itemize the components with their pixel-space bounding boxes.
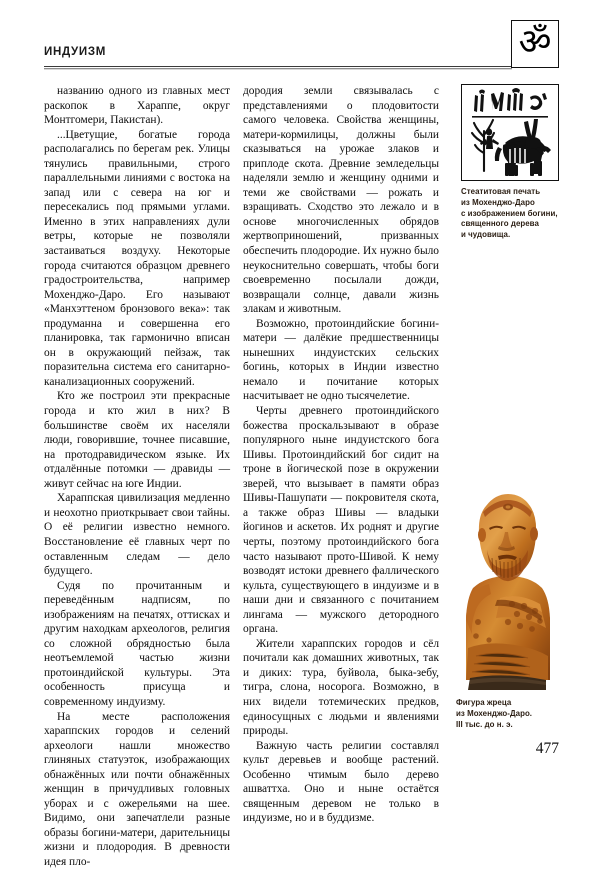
caption-line: из Мохенджо-Даро	[461, 197, 535, 207]
caption-line: священного дерева	[461, 219, 539, 229]
om-symbol-box	[511, 20, 559, 68]
caption-line: с изображением богини,	[461, 208, 558, 218]
figure-caption-statue	[456, 698, 560, 730]
paragraph: ...Цветущие, богатые города располагались по берегам рек. Улицы тянулись правильными, строго параллельными линиями с востока на запад или с севера на юг и пересекались под прямыми углами. Именно в этих направлениях дули ветры, которые не позволяли застаиваться воздуху. Некоторые города считаются образцом древнего градостроительства, например Мохенджо-Даро. Его называют «Манхэттеном бронзового века»: так продуманна и совершенна его планировка, так гармонично вписан он в окружающий пейзаж, так поразительна система его санитарно-канализационных сооружений.	[44, 128, 230, 388]
figure-priest-statue	[456, 480, 560, 730]
header-rule	[44, 66, 512, 70]
figure-caption-seal	[461, 187, 559, 241]
om-symbol-icon: ॐ	[518, 22, 552, 63]
paragraph: Важную часть религии составлял культ деревьев и вообще растений. Особенно чтимым было дерево ашваттха. Оно и ныне остаётся священным деревом не только в индуизме, но и в буддизме.	[243, 739, 439, 825]
caption-line: и чудовища.	[461, 230, 511, 240]
paragraph: Кто же построил эти прекрасные города и кто жил в них? В большинстве своём их населяли люди, говорившие, точнее писавшие, на протодравидическом языке. Их отдалённые потомки — дравиды — живут сейчас на юге Индии.	[44, 390, 230, 490]
paragraph: Черты древнего протоиндийского божества проскальзывают в образе популярного ныне индуистского бога Шивы. Протоиндийский бог сидит на троне в йогической позе в окружении зверей, что вызывает в памяти образ Шивы-Пашупати — покровителя скота, а также образ Шивы — владыки йогинов и аскетов. Их роднят и другие черты, поэтому протоиндийского бога часто называют прото-Шивой. К нему возводят истоки древнего фаллического культа, существующего в индуизме и в наши дни и связанного с почитанием лингама — мужского детородного органа.	[243, 405, 439, 636]
paragraph: На месте расположения хараппских городов и селений археологи нашли множество глиняных статуэток, изображающих обнажённых или почти обнажённых женщин в причудливых головных уборах и с ожерельями на шее. Видимо, они запечатлели разные образы богини-матери, дарительницы жизни и плодородия. В древности идея пло-	[44, 710, 230, 868]
caption-line: из Мохенджо-Даро.	[456, 708, 533, 718]
page-header	[44, 46, 556, 76]
text-column-middle	[243, 84, 439, 826]
seal-illustration-icon	[461, 84, 559, 181]
paragraph: Судя по прочитанным и переведённым надписям, по изображениям на печатях, оттисках и другим находкам археологов, религия со сложной обрядностью была неотъемлемой частью жизни протоиндийской культуры. Эта особенность присуща и современному индуизму.	[44, 579, 230, 708]
paragraph: дородия земли связывалась с представлениями о плодовитости самого человека. Свойства женщины, матери-кормилицы, должны были сказываться на урожае злаков и приплоде скота. Древние земледельцы наделяли землю и женщину одними и теми же свойствами — рожать и взращивать. Сходство это лежало и в основе многочисленных обрядов жертвоприношений, призванных обеспечить плодородие. Их нужно было неукоснительно совершать, чтобы боги своевременно посылали дожди, возвращали солнце, давали жизнь злакам и животным.	[243, 85, 439, 316]
paragraph: Возможно, протоиндийские богини-матери — далёкие предшественницы нынешних индуистских сельских богинь, которых в Индии известно немало и почитание которых насчитывает не одно тысячелетие.	[243, 317, 439, 403]
running-title: ИНДУИЗМ	[44, 46, 107, 58]
figure-steatite-seal	[461, 84, 559, 241]
text-column-left	[44, 84, 230, 870]
statue-photo-icon	[456, 480, 560, 692]
caption-line: Фигура жреца	[456, 698, 512, 707]
caption-line: III тыс. до н. э.	[456, 719, 513, 729]
paragraph: Жители хараппских городов и сёл почитали как домашних животных, так и диких: тура, буйвола, быка-зебу, тигра, слона, носорога. Возможно, в них видели тотемических предков, единосущных с людьми и явлениями природы.	[243, 637, 439, 738]
paragraph: Хараппская цивилизация медленно и неохотно приоткрывает свои тайны. О её религии известно немного. Восстановление её главных черт по оставленным следам — дело будущего.	[44, 492, 230, 578]
caption-line: Стеатитовая печать	[461, 187, 541, 196]
paragraph: названию одного из главных мест раскопок в Хараппе, округ Монтгомери, Пакистан).	[44, 85, 230, 127]
page-number: 477	[535, 740, 559, 757]
